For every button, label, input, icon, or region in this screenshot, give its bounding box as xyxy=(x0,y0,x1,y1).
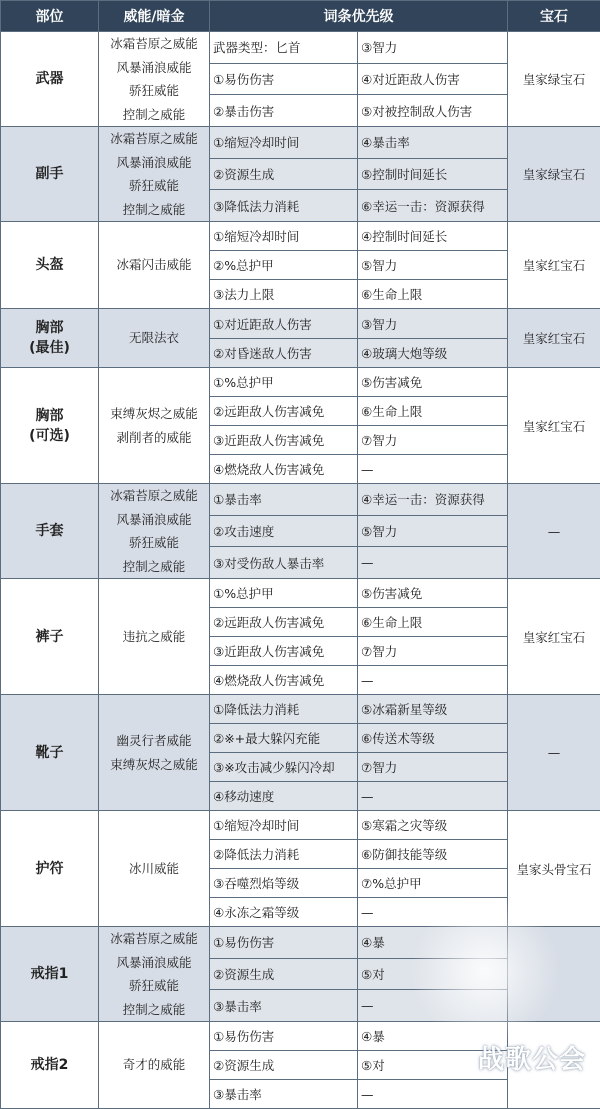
power-cell xyxy=(99,1022,210,1109)
power-cell xyxy=(99,127,210,222)
affix-cell: ③吞噬烈焰等级 xyxy=(210,869,358,898)
affix-cell: ⑥生命上限 xyxy=(358,280,508,309)
affix-cell: ①缩短冷却时间 xyxy=(210,222,358,251)
gem-cell: — xyxy=(508,484,600,579)
power-name: 骄狂威能 xyxy=(99,79,209,103)
power-name: 冰霜苔原之威能 xyxy=(99,927,209,951)
power-name: 控制之威能 xyxy=(99,555,209,579)
affix-cell: ②资源生成 xyxy=(210,158,358,190)
affix-cell: ⑤智力 xyxy=(358,515,508,547)
power-name: 控制之威能 xyxy=(99,198,209,222)
affix-cell: ⑥传送术等级 xyxy=(358,724,508,753)
affix-cell: ④对近距敌人伤害 xyxy=(358,63,508,95)
power-name: 剥削者的威能 xyxy=(99,426,209,450)
affix-cell: ⑤寒霜之灾等级 xyxy=(358,811,508,840)
part-cell xyxy=(1,309,99,368)
part-cell xyxy=(1,484,99,579)
affix-cell: ①缩短冷却时间 xyxy=(210,811,358,840)
part-cell xyxy=(1,927,99,1022)
power-cell xyxy=(99,811,210,927)
power-name: 控制之威能 xyxy=(99,103,209,127)
affix-cell: ④玻璃大炮等级 xyxy=(358,339,508,368)
part-name: 裤子 xyxy=(1,627,98,647)
power-name: 违抗之威能 xyxy=(99,625,209,649)
affix-cell: ④控制时间延长 xyxy=(358,222,508,251)
affix-cell: ⑥生命上限 xyxy=(358,397,508,426)
power-name: 控制之威能 xyxy=(99,998,209,1022)
power-name: 束缚灰烬之威能 xyxy=(99,402,209,426)
part-note: (可选) xyxy=(1,426,98,446)
affix-cell: ①缩短冷却时间 xyxy=(210,127,358,159)
affix-cell: ⑤冰霜新星等级 xyxy=(358,695,508,724)
header-row xyxy=(1,1,600,32)
affix-cell: ②※+最大躲闪充能 xyxy=(210,724,358,753)
affix-cell: ①易伤伤害 xyxy=(210,927,358,959)
power-name: 风暴涌浪威能 xyxy=(99,151,209,175)
part-cell xyxy=(1,127,99,222)
watermark: 战歌公会 xyxy=(478,1039,586,1076)
part-name: 手套 xyxy=(1,521,98,541)
affix-cell: ④暴 xyxy=(358,927,508,959)
part-cell xyxy=(1,1022,99,1109)
affix-cell: ②暴击伤害 xyxy=(210,95,358,127)
gem-cell: 皇家红宝石 xyxy=(508,222,600,309)
power-cell xyxy=(99,695,210,811)
part-cell xyxy=(1,695,99,811)
table-row xyxy=(1,811,600,840)
table-row xyxy=(1,127,600,159)
gem-cell: 皇家绿宝石 xyxy=(508,127,600,222)
affix-cell: ⑤对 xyxy=(358,1051,508,1080)
affix-cell: — xyxy=(358,547,508,579)
part-cell xyxy=(1,579,99,695)
part-name: 戒指1 xyxy=(1,964,98,984)
affix-cell: ⑤伤害减免 xyxy=(358,579,508,608)
affix-cell: ④燃烧敌人伤害减免 xyxy=(210,455,358,484)
affix-cell: ④暴击率 xyxy=(358,127,508,159)
power-name: 无限法衣 xyxy=(99,326,209,350)
table-row xyxy=(1,579,600,608)
header-affix: 词条优先级 xyxy=(210,1,508,32)
part-name: 副手 xyxy=(1,164,98,184)
part-name: 胸部 xyxy=(1,406,98,426)
affix-cell: ④暴 xyxy=(358,1022,508,1051)
affix-cell: — xyxy=(358,1080,508,1109)
part-cell xyxy=(1,368,99,484)
affix-cell: — xyxy=(358,455,508,484)
power-cell xyxy=(99,927,210,1022)
gem-cell: 皇家红宝石 xyxy=(508,309,600,368)
header-part: 部位 xyxy=(1,1,99,32)
affix-cell: ②远距敌人伤害减免 xyxy=(210,397,358,426)
affix-cell: ④幸运一击：资源获得 xyxy=(358,484,508,516)
power-name: 冰霜苔原之威能 xyxy=(99,127,209,151)
part-name: 胸部 xyxy=(1,318,98,338)
affix-cell: ②资源生成 xyxy=(210,1051,358,1080)
power-name: 奇才的威能 xyxy=(99,1053,209,1077)
affix-cell: ②资源生成 xyxy=(210,958,358,990)
power-name: 冰霜苔原之威能 xyxy=(99,484,209,508)
affix-cell: 武器类型：匕首 xyxy=(210,32,358,64)
power-name: 风暴涌浪威能 xyxy=(99,951,209,975)
gem-cell: 皇家绿宝石 xyxy=(508,32,600,127)
affix-cell: ③近距敌人伤害减免 xyxy=(210,637,358,666)
affix-cell: — xyxy=(358,898,508,927)
table-row xyxy=(1,695,600,724)
affix-cell: ③近距敌人伤害减免 xyxy=(210,426,358,455)
affix-cell: ②攻击速度 xyxy=(210,515,358,547)
power-name: 风暴涌浪威能 xyxy=(99,508,209,532)
affix-cell: ④移动速度 xyxy=(210,782,358,811)
header-power: 威能/暗金 xyxy=(99,1,210,32)
power-name: 冰川威能 xyxy=(99,857,209,881)
affix-cell: ④永冻之霜等级 xyxy=(210,898,358,927)
affix-cell: — xyxy=(358,666,508,695)
affix-cell: ③法力上限 xyxy=(210,280,358,309)
affix-cell: ⑤智力 xyxy=(358,251,508,280)
power-name: 骄狂威能 xyxy=(99,174,209,198)
power-cell xyxy=(99,484,210,579)
affix-cell: ③对受伤敌人暴击率 xyxy=(210,547,358,579)
affix-cell: ②对昏迷敌人伤害 xyxy=(210,339,358,368)
table-row xyxy=(1,222,600,251)
part-name: 靴子 xyxy=(1,743,98,763)
affix-cell: ①%总护甲 xyxy=(210,579,358,608)
affix-cell: ⑤伤害减免 xyxy=(358,368,508,397)
affix-cell: ①暴击率 xyxy=(210,484,358,516)
power-name: 冰霜闪击威能 xyxy=(99,253,209,277)
table-row xyxy=(1,484,600,516)
affix-cell: ⑥防御技能等级 xyxy=(358,840,508,869)
table-row xyxy=(1,32,600,64)
power-name: 风暴涌浪威能 xyxy=(99,56,209,80)
gem-cell: 皇家头骨宝石 xyxy=(508,811,600,927)
power-cell xyxy=(99,368,210,484)
affix-cell: ②远距敌人伤害减免 xyxy=(210,608,358,637)
affix-cell: ①易伤伤害 xyxy=(210,63,358,95)
power-name: 束缚灰烬之威能 xyxy=(99,753,209,777)
part-note: (最佳) xyxy=(1,338,98,358)
affix-cell: — xyxy=(358,782,508,811)
affix-cell: ③智力 xyxy=(358,32,508,64)
power-name: 骄狂威能 xyxy=(99,974,209,998)
part-cell xyxy=(1,811,99,927)
power-name: 幽灵行者威能 xyxy=(99,729,209,753)
affix-cell: ①对近距敌人伤害 xyxy=(210,309,358,339)
power-cell xyxy=(99,579,210,695)
affix-cell: ⑦智力 xyxy=(358,637,508,666)
affix-cell: ⑤控制时间延长 xyxy=(358,158,508,190)
power-name: 骄狂威能 xyxy=(99,531,209,555)
affix-cell: ③※攻击减少躲闪冷却 xyxy=(210,753,358,782)
affix-cell: ⑥幸运一击：资源获得 xyxy=(358,190,508,222)
affix-cell: ④燃烧敌人伤害减免 xyxy=(210,666,358,695)
affix-cell: ⑥生命上限 xyxy=(358,608,508,637)
header-gem: 宝石 xyxy=(508,1,600,32)
affix-cell: ③暴击率 xyxy=(210,1080,358,1109)
affix-cell: ⑦智力 xyxy=(358,753,508,782)
affix-cell: ②%总护甲 xyxy=(210,251,358,280)
watermark-glow xyxy=(410,896,560,1046)
power-name: 冰霜苔原之威能 xyxy=(99,32,209,56)
affix-cell: ①降低法力消耗 xyxy=(210,695,358,724)
gem-cell: — xyxy=(508,695,600,811)
part-name: 头盔 xyxy=(1,255,98,275)
affix-cell: ⑤对被控制敌人伤害 xyxy=(358,95,508,127)
part-name: 武器 xyxy=(1,69,98,89)
table-row xyxy=(1,368,600,397)
affix-cell: ①易伤伤害 xyxy=(210,1022,358,1051)
power-cell xyxy=(99,222,210,309)
affix-cell: ③智力 xyxy=(358,309,508,339)
affix-cell: ⑦智力 xyxy=(358,426,508,455)
power-cell xyxy=(99,32,210,127)
affix-cell: ⑤对 xyxy=(358,958,508,990)
table-row xyxy=(1,309,600,339)
part-name: 护符 xyxy=(1,859,98,879)
part-name: 戒指2 xyxy=(1,1055,98,1075)
affix-cell: ③暴击率 xyxy=(210,990,358,1022)
gem-cell: 皇家红宝石 xyxy=(508,579,600,695)
affix-cell: ①%总护甲 xyxy=(210,368,358,397)
gem-cell: 皇家红宝石 xyxy=(508,368,600,484)
part-cell xyxy=(1,32,99,127)
power-cell xyxy=(99,309,210,368)
affix-cell: ②降低法力消耗 xyxy=(210,840,358,869)
affix-cell: ⑦%总护甲 xyxy=(358,869,508,898)
part-cell xyxy=(1,222,99,309)
affix-cell: ③降低法力消耗 xyxy=(210,190,358,222)
affix-cell: — xyxy=(358,990,508,1022)
